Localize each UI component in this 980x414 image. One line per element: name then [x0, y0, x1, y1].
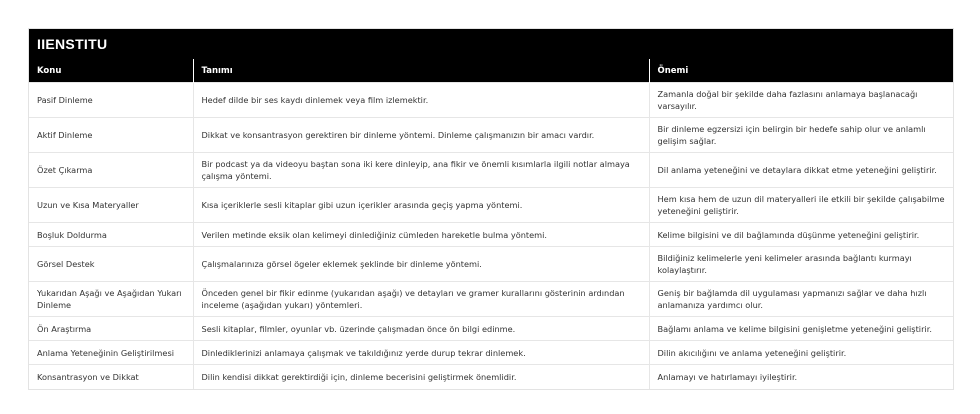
- cell-onemi: Dil anlama yeteneğini ve detaylara dikkat etme yeteneğini geliştirir.: [649, 153, 953, 188]
- cell-onemi: Geniş bir bağlamda dil uygulaması yapmanızı sağlar ve daha hızlı anlamanıza yardımcı olur.: [649, 282, 953, 317]
- cell-konu: Konsantrasyon ve Dikkat: [29, 365, 193, 389]
- column-header-onemi: Önemi: [649, 59, 953, 83]
- table-row: [29, 365, 953, 389]
- cell-tanimi: Dinlediklerinizi anlamaya çalışmak ve takıldığınız yerde durup tekrar dinlemek.: [193, 341, 649, 365]
- table-row: [29, 317, 953, 341]
- cell-konu: Anlama Yeteneğinin Geliştirilmesi: [29, 341, 193, 365]
- column-header-konu: Konu: [29, 59, 193, 83]
- cell-konu: Özet Çıkarma: [29, 153, 193, 188]
- cell-konu: Boşluk Doldurma: [29, 223, 193, 247]
- cell-tanimi: Dikkat ve konsantrasyon gerektiren bir dinleme yöntemi. Dinleme çalışmanızın bir amacı vardır.: [193, 118, 649, 153]
- cell-tanimi: Önceden genel bir fikir edinme (yukarıdan aşağı) ve detayları ve gramer kurallarını gösterinin ardından inceleme (aşağıdan yukarı) yöntemleri.: [193, 282, 649, 317]
- cell-tanimi: Dilin kendisi dikkat gerektirdiği için, dinleme becerisini geliştirmek önemlidir.: [193, 365, 649, 389]
- cell-konu: Ön Araştırma: [29, 317, 193, 341]
- table-row: [29, 83, 953, 118]
- cell-konu: Pasif Dinleme: [29, 83, 193, 118]
- table-row: [29, 341, 953, 365]
- methods-table: [29, 59, 953, 389]
- cell-onemi: Bir dinleme egzersizi için belirgin bir hedefe sahip olur ve anlamlı gelişim sağlar.: [649, 118, 953, 153]
- table-body: [29, 83, 953, 389]
- content-table-card: [28, 28, 954, 390]
- cell-tanimi: Verilen metinde eksik olan kelimeyi dinlediğiniz cümleden hareketle bulma yöntemi.: [193, 223, 649, 247]
- table-row: [29, 247, 953, 282]
- cell-onemi: Zamanla doğal bir şekilde daha fazlasını anlamaya başlanacağı varsayılır.: [649, 83, 953, 118]
- cell-onemi: Hem kısa hem de uzun dil materyalleri ile etkili bir şekilde çalışabilme yeteneğini geliştirir.: [649, 188, 953, 223]
- cell-tanimi: Çalışmalarınıza görsel ögeler eklemek şeklinde bir dinleme yöntemi.: [193, 247, 649, 282]
- cell-tanimi: Bir podcast ya da videoyu baştan sona iki kere dinleyip, ana fikir ve önemli kısımlarla ilgili notlar almaya çalışma yöntemi.: [193, 153, 649, 188]
- cell-tanimi: Kısa içeriklerle sesli kitaplar gibi uzun içerikler arasında geçiş yapma yöntemi.: [193, 188, 649, 223]
- cell-konu: Aktif Dinleme: [29, 118, 193, 153]
- table-row: [29, 153, 953, 188]
- column-header-tanimi: Tanımı: [193, 59, 649, 83]
- cell-onemi: Anlamayı ve hatırlamayı iyileştirir.: [649, 365, 953, 389]
- cell-tanimi: Hedef dilde bir ses kaydı dinlemek veya film izlemektir.: [193, 83, 649, 118]
- table-row: [29, 118, 953, 153]
- cell-onemi: Bildiğiniz kelimelerle yeni kelimeler arasında bağlantı kurmayı kolaylaştırır.: [649, 247, 953, 282]
- table-row: [29, 223, 953, 247]
- table-row: [29, 282, 953, 317]
- cell-konu: Görsel Destek: [29, 247, 193, 282]
- cell-onemi: Dilin akıcılığını ve anlama yeteneğini geliştirir.: [649, 341, 953, 365]
- cell-konu: Uzun ve Kısa Materyaller: [29, 188, 193, 223]
- table-header: [29, 59, 953, 83]
- cell-onemi: Kelime bilgisini ve dil bağlamında düşünme yeteneğini geliştirir.: [649, 223, 953, 247]
- cell-onemi: Bağlamı anlama ve kelime bilgisini genişletme yeteneğini geliştirir.: [649, 317, 953, 341]
- cell-tanimi: Sesli kitaplar, filmler, oyunlar vb. üzerinde çalışmadan önce ön bilgi edinme.: [193, 317, 649, 341]
- brand-header: IIENSTITU: [29, 29, 953, 59]
- cell-konu: Yukarıdan Aşağı ve Aşağıdan Yukarı Dinleme: [29, 282, 193, 317]
- table-row: [29, 188, 953, 223]
